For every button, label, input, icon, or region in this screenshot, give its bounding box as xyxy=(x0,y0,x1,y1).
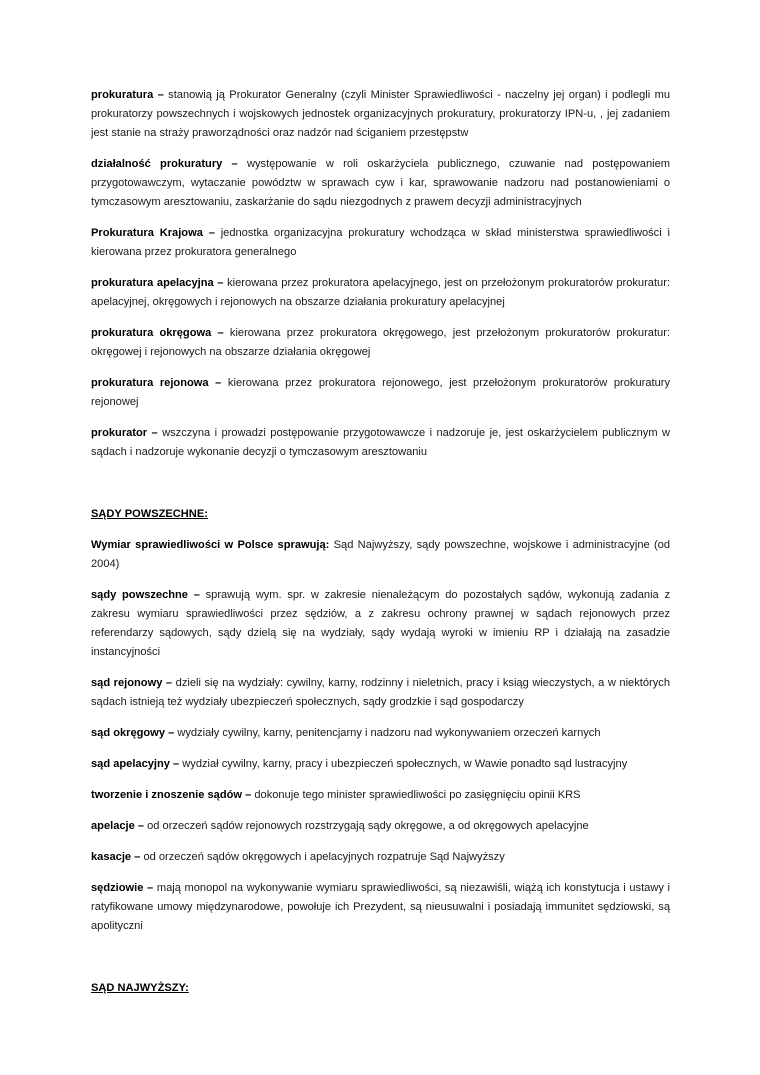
definition-term: Wymiar sprawiedliwości w Polsce sprawują: xyxy=(91,539,330,551)
definition-term: sąd okręgowy – xyxy=(91,727,175,739)
definition-text: mają monopol na wykonywanie wymiaru sprawiedliwości, są niezawiśli, wiążą ich konstytucja i ustawy i ratyfikowane umowy międzynarodowe, powołuje ich Prezydent, są nieusuwalni i posiadają immunitet sędziowski, są apolityczni xyxy=(91,882,670,932)
definition-text: kierowana przez prokuratora okręgowego, jest przełożonym prokuratorów prokuratur: okręgowej i rejonowych na obszarze działania okręgowej xyxy=(91,327,670,358)
definition-text: wydział cywilny, karny, pracy i ubezpieczeń społecznych, w Wawie ponadto sąd lustracyjny xyxy=(179,758,628,770)
definition-term: apelacje – xyxy=(91,820,145,832)
definition-term: sądy powszechne – xyxy=(91,589,200,601)
definition-term: prokurator – xyxy=(91,427,158,439)
definition-paragraph xyxy=(91,86,670,143)
definition-paragraph xyxy=(91,817,670,836)
definition-term: tworzenie i znoszenie sądów – xyxy=(91,789,252,801)
definition-paragraph xyxy=(91,586,670,662)
definition-term: sąd rejonowy – xyxy=(91,677,173,689)
definition-paragraph xyxy=(91,879,670,936)
definition-text: od orzeczeń sądów okręgowych i apelacyjnych rozpatruje Sąd Najwyższy xyxy=(140,851,505,863)
definition-term: prokuratura apelacyjna – xyxy=(91,277,224,289)
definition-text: stanowią ją Prokurator Generalny (czyli Minister Sprawiedliwości - naczelny jej organ) i podlegli mu prokuratorzy powszechnych i wojskowych jednostek organizacyjnych prokuratury, prokuratorzy IPN-u, , jej zadaniem jest stanie na straży praworządności oraz nadzór nad ściganiem przestępstw xyxy=(91,89,671,139)
definition-paragraph xyxy=(91,324,670,362)
definition-paragraph xyxy=(91,224,670,262)
definition-paragraph xyxy=(91,674,670,712)
definition-term: sąd apelacyjny – xyxy=(91,758,180,770)
definition-paragraph xyxy=(91,848,670,867)
definition-term: Prokuratura Krajowa – xyxy=(91,227,215,239)
definition-term: prokuratura okręgowa – xyxy=(91,327,224,339)
section-spacer xyxy=(91,474,670,505)
section-heading-courts: SĄDY POWSZECHNE: xyxy=(91,508,208,520)
definition-paragraph xyxy=(91,274,670,312)
courts-section xyxy=(91,505,670,936)
definition-text: występowanie w roli oskarżyciela publicznego, czuwanie nad postępowaniem przygotowawczym, wytaczanie powództw w sprawach cyw i kar, sprawowanie nadzoru nad postanowieniami o tymczasowym aresztowaniu, zaskarżanie do sądu niezgodnych z prawem decyzji administracyjnych xyxy=(91,158,670,208)
definition-paragraph xyxy=(91,424,670,462)
definition-paragraph xyxy=(91,155,670,212)
definition-text: sprawują wym. spr. w zakresie nienależącym do pozostałych sądów, wykonują zadania z zakresu wymiaru sprawiedliwości przez sędziów, a z zakresu ochrony prawnej w sądach rejonowych przez referendarzy sądowych, sądy dzielą się na wydziały, sądy wydają wyroki w imieniu RP i działają na zasadzie instancyjności xyxy=(91,589,670,658)
definition-text: kierowana przez prokuratora rejonowego, jest przełożonym prokuratorów prokuratury rejonowej xyxy=(91,377,670,408)
definition-text: kierowana przez prokuratora apelacyjnego, jest on przełożonym prokuratorów prokuratur: apelacyjnej, okręgowych i rejonowych na obszarze działania prokuratury apelacyjnej xyxy=(91,277,670,308)
definition-term: sędziowie – xyxy=(91,882,154,894)
definition-text: jednostka organizacyjna prokuratury wchodząca w skład ministerstwa sprawiedliwości i kierowana przez prokuratora generalnego xyxy=(91,227,670,258)
definition-paragraph xyxy=(91,536,670,574)
definition-text: wszczyna i prowadzi postępowanie przygotowawcze i nadzoruje je, jest oskarżycielem publicznym w sądach i nadzoruje wykonanie decyzji o tymczasowym aresztowaniu xyxy=(91,427,671,458)
section-spacer xyxy=(91,948,670,979)
definition-text: od orzeczeń sądów rejonowych rozstrzygają sądy okręgowe, a od okręgowych apelacyjne xyxy=(144,820,589,832)
definition-text: wydziały cywilny, karny, penitencjarny i nadzoru nad wykonywaniem orzeczeń karnych xyxy=(174,727,601,739)
supreme-court-section xyxy=(91,979,670,998)
definition-paragraph xyxy=(91,724,670,743)
definition-paragraph xyxy=(91,786,670,805)
definition-paragraph xyxy=(91,374,670,412)
definition-text: dokonuje tego minister sprawiedliwości po zasięgnięciu opinii KRS xyxy=(251,789,581,801)
definition-term: prokuratura rejonowa – xyxy=(91,377,222,389)
definition-term: działalność prokuratury – xyxy=(91,158,238,170)
definition-text: Sąd Najwyższy, sądy powszechne, wojskowe i administracyjne (od 2004) xyxy=(91,539,670,570)
section-heading-supreme-court: SĄD NAJWYŻSZY: xyxy=(91,982,189,994)
prosecution-section xyxy=(91,86,670,462)
definition-term: kasacje – xyxy=(91,851,141,863)
definition-text: dzieli się na wydziały: cywilny, karny, rodzinny i nieletnich, pracy i ksiąg wieczystych, a w niektórych sądach istnieją też wydziały ubezpieczeń społecznych, sądy grodzkie i sąd gospodarczy xyxy=(91,677,670,708)
definition-term: prokuratura – xyxy=(91,89,164,101)
definition-paragraph xyxy=(91,755,670,774)
